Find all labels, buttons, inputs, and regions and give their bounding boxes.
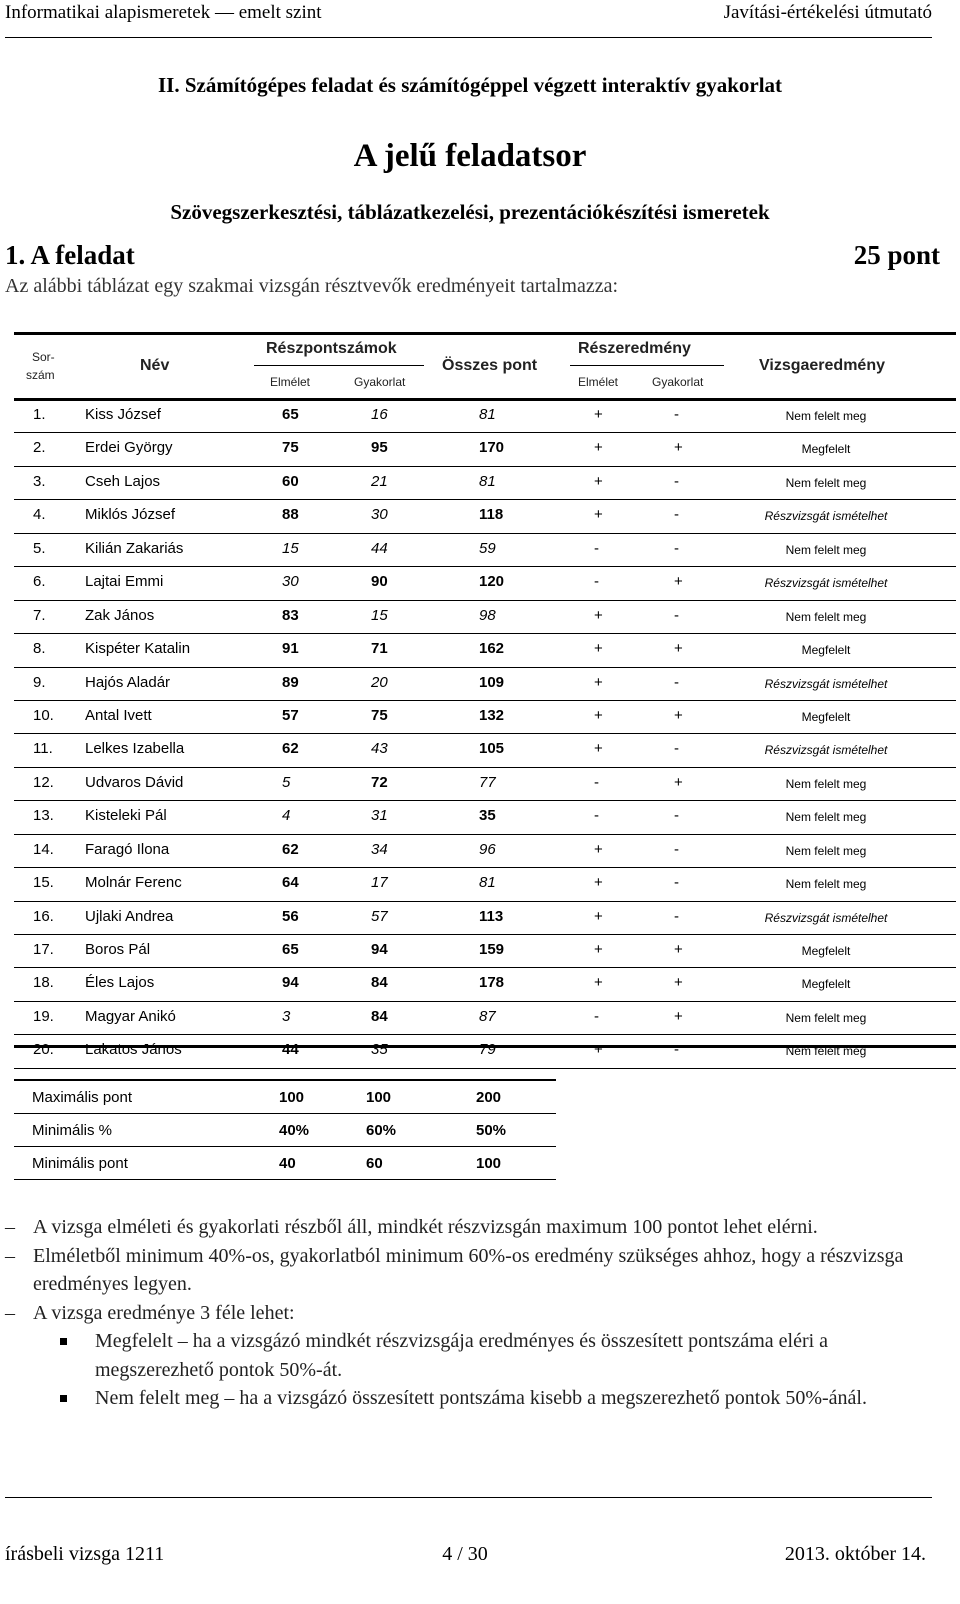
- table-row: [14, 902, 956, 935]
- row-vizsgaeredmeny: Részvizsgát ismételhet: [764, 509, 888, 524]
- row-name: Kisteleki Pál: [85, 807, 167, 825]
- row-name: Miklós József: [85, 506, 176, 524]
- table-row: [14, 734, 956, 767]
- task-title: 1. A feladat: [5, 240, 135, 270]
- row-gyakorlat: 71: [371, 640, 388, 658]
- table-row: [14, 534, 956, 567]
- row-number: 7.: [33, 606, 46, 624]
- row-elmelet: 15: [282, 539, 299, 557]
- header-left: Informatikai alapismeretek — emelt szint: [5, 2, 322, 23]
- table-row: [14, 801, 956, 834]
- footer-date: 2013. október 14.: [784, 1543, 926, 1565]
- subtitle: Szövegszerkesztési, táblázatkezelési, prezentációkészítési ismeretek: [170, 200, 770, 224]
- row-osszes: 96: [479, 840, 496, 858]
- table-row: [14, 400, 956, 433]
- row-resz-gyakorlat: -: [674, 606, 679, 624]
- row-gyakorlat: 84: [371, 1007, 388, 1025]
- table-row: [14, 868, 956, 901]
- row-vizsgaeredmeny: Nem felelt meg: [785, 776, 867, 791]
- stats-row: [14, 1081, 556, 1114]
- row-number: 9.: [33, 673, 46, 691]
- row-osszes: 87: [479, 1007, 496, 1025]
- row-name: Zak János: [85, 606, 155, 624]
- stat-elmelet: 100: [279, 1089, 305, 1106]
- table-row: [14, 935, 956, 968]
- row-number: 4.: [33, 506, 46, 524]
- row-resz-elmelet: +: [594, 406, 603, 423]
- row-elmelet: 88: [282, 506, 299, 524]
- row-name: Faragó Ilona: [85, 840, 170, 858]
- row-number: 3.: [33, 472, 46, 490]
- row-elmelet: 30: [282, 573, 299, 591]
- row-resz-gyakorlat: +: [674, 439, 683, 457]
- header-vizsga: Vizsgaeredmény: [759, 357, 885, 374]
- dash-marker: –: [5, 1244, 15, 1267]
- row-resz-elmelet: +: [594, 974, 603, 992]
- row-name: Lajtai Emmi: [85, 573, 164, 591]
- row-vizsgaeredmeny: Megfelelt: [801, 442, 851, 457]
- note-text: A vizsga eredménye 3 féle lehet:: [33, 1301, 295, 1324]
- row-resz-elmelet: +: [594, 907, 603, 925]
- table-row: [14, 1035, 956, 1068]
- row-osszes: 81: [479, 874, 496, 892]
- row-vizsgaeredmeny: Részvizsgát ismételhet: [764, 676, 888, 691]
- square-bullet-icon: [60, 1395, 67, 1402]
- row-elmelet: 83: [282, 606, 299, 624]
- row-name: Udvaros Dávid: [85, 773, 184, 791]
- row-vizsgaeredmeny: Nem felelt meg: [785, 409, 867, 423]
- row-resz-gyakorlat: -: [674, 673, 679, 691]
- row-name: Lakatos János: [85, 1041, 182, 1059]
- table-row: [14, 768, 956, 801]
- square-bullet-icon: [60, 1338, 67, 1345]
- footer-page: 4 / 30: [442, 1543, 488, 1565]
- row-gyakorlat: 17: [371, 874, 388, 892]
- row-elmelet: 94: [282, 974, 299, 992]
- table-row: [14, 1002, 956, 1035]
- row-number: 10.: [33, 706, 54, 724]
- row-gyakorlat: 94: [371, 941, 388, 958]
- row-gyakorlat: 90: [371, 573, 388, 591]
- header-sorszam-1: Sor-: [32, 350, 55, 364]
- row-number: 12.: [33, 773, 54, 791]
- stats-body: [14, 1081, 556, 1180]
- stat-osszes: 200: [476, 1089, 502, 1106]
- intro-text: Az alábbi táblázat egy szakmai vizsgán résztvevők eredményeit tartalmazza:: [5, 275, 619, 297]
- row-gyakorlat: 16: [371, 406, 388, 423]
- row-number: 8.: [33, 640, 46, 658]
- header-sorszam-2: szám: [26, 368, 55, 382]
- row-number: 19.: [33, 1007, 54, 1025]
- row-resz-gyakorlat: -: [674, 807, 679, 825]
- row-number: 20.: [33, 1041, 54, 1059]
- row-resz-elmelet: -: [594, 1007, 599, 1025]
- row-resz-gyakorlat: -: [674, 907, 679, 925]
- row-osszes: 35: [479, 807, 496, 825]
- table-row: [14, 601, 956, 634]
- row-name: Ujlaki Andrea: [85, 907, 174, 925]
- row-name: Kilián Zakariás: [85, 539, 184, 557]
- row-resz-gyakorlat: -: [674, 874, 679, 892]
- table-row: [14, 467, 956, 500]
- row-vizsgaeredmeny: Megfelelt: [801, 944, 851, 958]
- row-number: 14.: [33, 840, 54, 858]
- row-gyakorlat: 43: [371, 740, 388, 758]
- row-gyakorlat: 44: [371, 539, 388, 557]
- row-number: 17.: [33, 941, 54, 958]
- row-gyakorlat: 20: [371, 673, 388, 691]
- note-item: [0, 1299, 940, 1328]
- row-vizsgaeredmeny: Részvizsgát ismételhet: [764, 743, 888, 758]
- row-gyakorlat: 35: [371, 1041, 388, 1059]
- table-row: [14, 634, 956, 667]
- row-name: Antal Ivett: [85, 706, 152, 724]
- header-reszpont-rule: [254, 365, 424, 366]
- stat-osszes: 50%: [476, 1122, 507, 1139]
- notes: [0, 1213, 940, 1413]
- row-elmelet: 75: [282, 439, 299, 457]
- row-elmelet: 89: [282, 673, 299, 691]
- row-name: Molnár Ferenc: [85, 874, 182, 892]
- stat-elmelet: 40%: [279, 1122, 310, 1139]
- row-elmelet: 4: [282, 807, 291, 825]
- row-elmelet: 62: [282, 840, 299, 858]
- header-reszpont: Részpontszámok: [266, 340, 397, 357]
- stat-gyakorlat: 60%: [366, 1122, 397, 1139]
- table-body: [14, 400, 956, 1069]
- row-elmelet: 5: [282, 773, 291, 791]
- row-vizsgaeredmeny: Megfelelt: [801, 643, 851, 658]
- row-resz-gyakorlat: +: [674, 974, 683, 992]
- row-osszes: 170: [479, 439, 505, 457]
- row-osszes: 79: [479, 1041, 496, 1059]
- row-resz-gyakorlat: -: [674, 506, 679, 524]
- row-resz-elmelet: -: [594, 773, 599, 791]
- row-vizsgaeredmeny: Nem felelt meg: [785, 542, 867, 557]
- note-text: Elméletből minimum 40%-os, gyakorlatból minimum 60%-os eredmény szükséges ahhoz, hogy a részvizsga eredményes legyen.: [33, 1244, 904, 1295]
- row-resz-gyakorlat: -: [674, 740, 679, 758]
- header-reszered: Részeredmény: [578, 340, 691, 357]
- row-resz-gyakorlat: -: [674, 1041, 679, 1059]
- table-row: [14, 567, 956, 600]
- footer-rule: [5, 1497, 932, 1498]
- row-vizsgaeredmeny: Nem felelt meg: [785, 475, 867, 490]
- header-gyakorlat: Gyakorlat: [354, 375, 406, 389]
- note-text: A vizsga elméleti és gyakorlati részből áll, mindkét részvizsgán maximum 100 pontot lehet elérni.: [33, 1216, 818, 1238]
- row-name: Kispéter Katalin: [85, 640, 191, 658]
- stat-osszes: 100: [476, 1155, 502, 1172]
- row-resz-elmelet: +: [594, 439, 603, 457]
- table-row: [14, 701, 956, 734]
- row-osszes: 105: [479, 740, 505, 758]
- row-osszes: 178: [479, 974, 505, 992]
- table-row: [14, 433, 956, 466]
- stat-label: Minimális pont: [32, 1155, 128, 1172]
- row-vizsgaeredmeny: Nem felelt meg: [785, 877, 867, 892]
- row-vizsgaeredmeny: Részvizsgát ismételhet: [764, 910, 888, 925]
- table-row: [14, 668, 956, 701]
- header-gyakorlat-2: Gyakorlat: [652, 375, 704, 389]
- row-resz-gyakorlat: -: [674, 539, 679, 557]
- row-gyakorlat: 84: [371, 974, 388, 992]
- table-row: [14, 500, 956, 533]
- row-resz-elmelet: +: [594, 840, 603, 858]
- row-number: 15.: [33, 874, 54, 892]
- row-number: 13.: [33, 807, 54, 825]
- row-name: Cseh Lajos: [85, 472, 161, 490]
- row-resz-elmelet: +: [594, 506, 603, 524]
- stats-table: [14, 1079, 556, 1180]
- row-gyakorlat: 72: [371, 773, 388, 791]
- row-number: 16.: [33, 907, 54, 925]
- header-reszered-rule: [570, 365, 724, 366]
- row-resz-elmelet: -: [594, 573, 599, 591]
- row-osszes: 77: [479, 773, 496, 791]
- row-resz-elmelet: -: [594, 807, 599, 825]
- row-name: Hajós Aladár: [85, 673, 171, 691]
- row-name: Erdei György: [85, 439, 173, 457]
- header-right: Javítási-értékelési útmutató: [723, 2, 932, 23]
- table-top-rule: [14, 332, 956, 335]
- row-elmelet: 57: [282, 706, 299, 724]
- row-resz-elmelet: +: [594, 673, 603, 691]
- bullet-text: Megfelelt – ha a vizsgázó mindkét részvizsgája eredményes és összesített pontszáma eléri a megszerezhető pontok 50%-át.: [95, 1330, 829, 1381]
- row-resz-gyakorlat: +: [674, 573, 683, 591]
- stat-elmelet: 40: [279, 1155, 296, 1172]
- row-name: Magyar Anikó: [85, 1007, 176, 1025]
- row-osszes: 81: [479, 406, 496, 423]
- table-bottom-rule: [14, 1045, 956, 1048]
- footer-left: írásbeli vizsga 1211: [5, 1543, 165, 1565]
- row-number: 6.: [33, 573, 46, 591]
- stats-row: [14, 1114, 556, 1147]
- row-name: Éles Lajos: [85, 974, 155, 992]
- row-vizsgaeredmeny: Részvizsgát ismételhet: [764, 576, 888, 591]
- row-gyakorlat: 30: [371, 506, 388, 524]
- task-points: 25 pont: [853, 240, 940, 270]
- row-elmelet: 60: [282, 472, 299, 490]
- row-resz-elmelet: +: [594, 1041, 603, 1059]
- row-number: 11.: [33, 740, 53, 758]
- header-nev: Név: [140, 357, 170, 374]
- row-osszes: 120: [479, 573, 505, 591]
- row-number: 1.: [33, 406, 46, 423]
- stat-label: Minimális %: [32, 1122, 113, 1139]
- row-vizsgaeredmeny: Nem felelt meg: [785, 810, 867, 825]
- dash-marker: –: [5, 1301, 15, 1324]
- row-gyakorlat: 57: [371, 907, 388, 925]
- stat-gyakorlat: 100: [366, 1089, 392, 1106]
- row-osszes: 109: [479, 673, 505, 691]
- stats-row: [14, 1147, 556, 1180]
- row-vizsgaeredmeny: Nem felelt meg: [785, 1010, 867, 1025]
- row-osszes: 98: [479, 606, 496, 624]
- row-vizsgaeredmeny: Nem felelt meg: [785, 609, 867, 624]
- row-osszes: 159: [479, 941, 505, 958]
- row-elmelet: 62: [282, 740, 299, 758]
- header-elmelet-2: Elmélet: [578, 375, 619, 389]
- stat-label: Maximális pont: [32, 1089, 133, 1106]
- row-number: 2.: [33, 439, 46, 457]
- row-vizsgaeredmeny: Nem felelt meg: [785, 843, 867, 858]
- row-gyakorlat: 21: [371, 472, 388, 490]
- row-gyakorlat: 95: [371, 439, 388, 457]
- row-elmelet: 65: [282, 941, 299, 958]
- row-resz-gyakorlat: +: [674, 941, 683, 958]
- row-elmelet: 64: [282, 874, 299, 892]
- row-name: Boros Pál: [85, 941, 151, 958]
- row-name: Kiss József: [85, 406, 161, 423]
- row-resz-elmelet: +: [594, 941, 603, 958]
- main-title: A jelű feladatsor: [353, 138, 587, 174]
- row-resz-elmelet: +: [594, 706, 603, 724]
- row-elmelet: 56: [282, 907, 299, 925]
- row-vizsgaeredmeny: Nem felelt meg: [785, 1044, 867, 1059]
- row-osszes: 113: [479, 907, 504, 925]
- row-gyakorlat: 31: [371, 807, 388, 825]
- row-resz-elmelet: +: [594, 606, 603, 624]
- note-item: [0, 1242, 940, 1299]
- row-resz-elmelet: +: [594, 874, 603, 892]
- row-resz-elmelet: +: [594, 740, 603, 758]
- table-row: [14, 835, 956, 868]
- row-resz-elmelet: -: [594, 539, 599, 557]
- bullet-item: [0, 1384, 940, 1413]
- row-resz-elmelet: +: [594, 640, 603, 658]
- row-name: Lelkes Izabella: [85, 740, 185, 758]
- row-gyakorlat: 15: [371, 606, 388, 624]
- row-osszes: 132: [479, 706, 505, 724]
- row-osszes: 162: [479, 640, 505, 658]
- row-resz-elmelet: +: [594, 472, 603, 490]
- header-rule: [5, 37, 932, 38]
- header-osszes: Összes pont: [442, 357, 538, 374]
- note-item: [0, 1213, 940, 1242]
- row-resz-gyakorlat: -: [674, 472, 679, 490]
- row-gyakorlat: 34: [371, 840, 388, 858]
- row-number: 18.: [33, 974, 54, 992]
- section-title: II. Számítógépes feladat és számítógéppel végzett interaktív gyakorlat: [157, 73, 783, 97]
- bullet-text: Nem felelt meg – ha a vizsgázó összesített pontszáma kisebb a megszerezhető pontok 50%-ánál.: [95, 1387, 867, 1409]
- header-elmelet: Elmélet: [270, 375, 311, 389]
- row-elmelet: 44: [282, 1041, 299, 1059]
- table-row: [14, 968, 956, 1001]
- row-elmelet: 3: [282, 1007, 291, 1025]
- row-gyakorlat: 75: [371, 706, 388, 724]
- row-elmelet: 65: [282, 406, 299, 423]
- row-resz-gyakorlat: +: [674, 706, 683, 724]
- dash-marker: –: [5, 1216, 15, 1238]
- row-vizsgaeredmeny: Megfelelt: [801, 977, 851, 992]
- row-resz-gyakorlat: +: [674, 1007, 683, 1025]
- stat-gyakorlat: 60: [366, 1155, 383, 1172]
- row-number: 5.: [33, 539, 46, 557]
- row-resz-gyakorlat: -: [674, 406, 679, 423]
- row-osszes: 59: [479, 539, 496, 557]
- row-osszes: 81: [479, 472, 496, 490]
- row-resz-gyakorlat: +: [674, 773, 683, 791]
- row-elmelet: 91: [282, 640, 299, 658]
- row-osszes: 118: [479, 506, 504, 524]
- row-resz-gyakorlat: +: [674, 640, 683, 658]
- row-vizsgaeredmeny: Megfelelt: [801, 709, 851, 724]
- row-resz-gyakorlat: -: [674, 840, 679, 858]
- bullet-item: [0, 1327, 940, 1384]
